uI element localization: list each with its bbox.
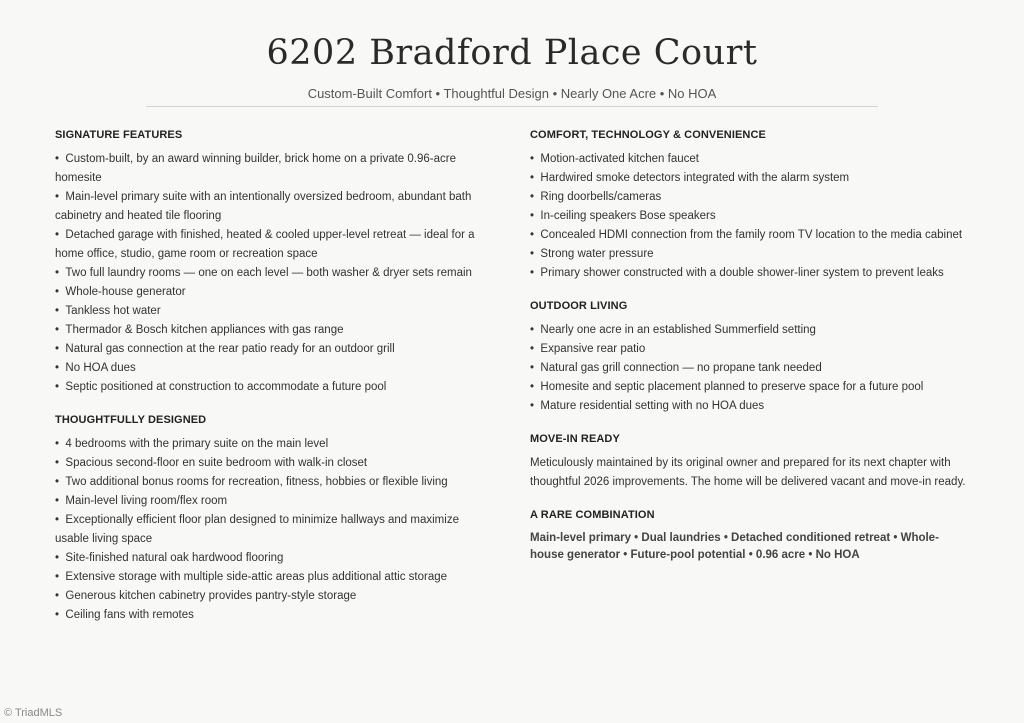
left-column [55,128,495,641]
list-item: • Whole-house generator [55,283,495,302]
list-item: • Septic positioned at construction to accommodate a future pool [55,378,495,397]
list-item: • Thermador & Bosch kitchen appliances with gas range [55,321,495,340]
section-heading: MOVE-IN READY [530,433,620,445]
list-item: • Strong water pressure [530,245,970,264]
feature-list [55,435,495,625]
thoughtfully-designed-section [55,413,495,625]
rare-combination-section [530,508,970,564]
list-item: • Main-level living room/flex room [55,492,495,511]
list-item: • Concealed HDMI connection from the family room TV location to the media cabinet [530,226,970,245]
move-in-ready-section [530,432,970,492]
section-heading: SIGNATURE FEATURES [55,129,183,141]
feature-list [530,150,970,283]
list-item: • Two additional bonus rooms for recreation, fitness, hobbies or flexible living [55,473,495,492]
list-item: • Ring doorbells/cameras [530,188,970,207]
list-item: • Mature residential setting with no HOA dues [530,397,970,416]
feature-list [55,150,495,397]
signature-features-section [55,128,495,397]
section-heading: A RARE COMBINATION [530,509,655,521]
feature-list [530,321,970,416]
list-item: • Natural gas grill connection — no propane tank needed [530,359,970,378]
section-summary: Main-level primary • Dual laundries • Detached conditioned retreat • Whole-house generator • Future-pool potential • 0.96 acre • No HOA [530,532,939,561]
list-item: • Tankless hot water [55,302,495,321]
list-item: • Detached garage with finished, heated & cooled upper-level retreat — ideal for a home office, studio, game room or recreation space [55,226,495,264]
list-item: • Nearly one acre in an established Summerfield setting [530,321,970,340]
list-item: • No HOA dues [55,359,495,378]
list-item: • Expansive rear patio [530,340,970,359]
outdoor-living-section [530,299,970,416]
list-item: • Spacious second-floor en suite bedroom with walk-in closet [55,454,495,473]
section-heading: COMFORT, TECHNOLOGY & CONVENIENCE [530,129,766,141]
list-item: • Custom-built, by an award winning builder, brick home on a private 0.96-acre homesite [55,150,495,188]
list-item: • Natural gas connection at the rear patio ready for an outdoor grill [55,340,495,359]
list-item: • Primary shower constructed with a double shower-liner system to prevent leaks [530,264,970,283]
list-item: • Homesite and septic placement planned to preserve space for a future pool [530,378,970,397]
page-title: 6202 Bradford Place Court [266,33,758,73]
list-item: • Generous kitchen cabinetry provides pantry-style storage [55,587,495,606]
list-item: • Main-level primary suite with an intentionally oversized bedroom, abundant bath cabinetry and heated tile flooring [55,188,495,226]
list-item: • Two full laundry rooms — one on each level — both washer & dryer sets remain [55,264,495,283]
page-subtitle: Custom-Built Comfort • Thoughtful Design • Nearly One Acre • No HOA [307,86,717,101]
list-item: • Site-finished natural oak hardwood flooring [55,549,495,568]
section-paragraph: Meticulously maintained by its original owner and prepared for its next chapter with thoughtful 2026 improvements. The home will be delivered vacant and move-in ready. [530,457,966,488]
list-item: • Hardwired smoke detectors integrated with the alarm system [530,169,970,188]
section-heading: THOUGHTFULLY DESIGNED [55,414,207,426]
section-heading: OUTDOOR LIVING [530,300,628,312]
list-item: • Extensive storage with multiple side-attic areas plus additional attic storage [55,568,495,587]
list-item: • Ceiling fans with remotes [55,606,495,625]
comfort-section [530,128,970,283]
list-item: • Exceptionally efficient floor plan designed to minimize hallways and maximize usable living space [55,511,495,549]
right-column [530,128,970,580]
list-item: • 4 bedrooms with the primary suite on the main level [55,435,495,454]
page-header [0,28,1024,103]
list-item: • Motion-activated kitchen faucet [530,150,970,169]
copyright-watermark: © TriadMLS [4,707,63,719]
header-divider [146,106,878,107]
list-item: • In-ceiling speakers Bose speakers [530,207,970,226]
